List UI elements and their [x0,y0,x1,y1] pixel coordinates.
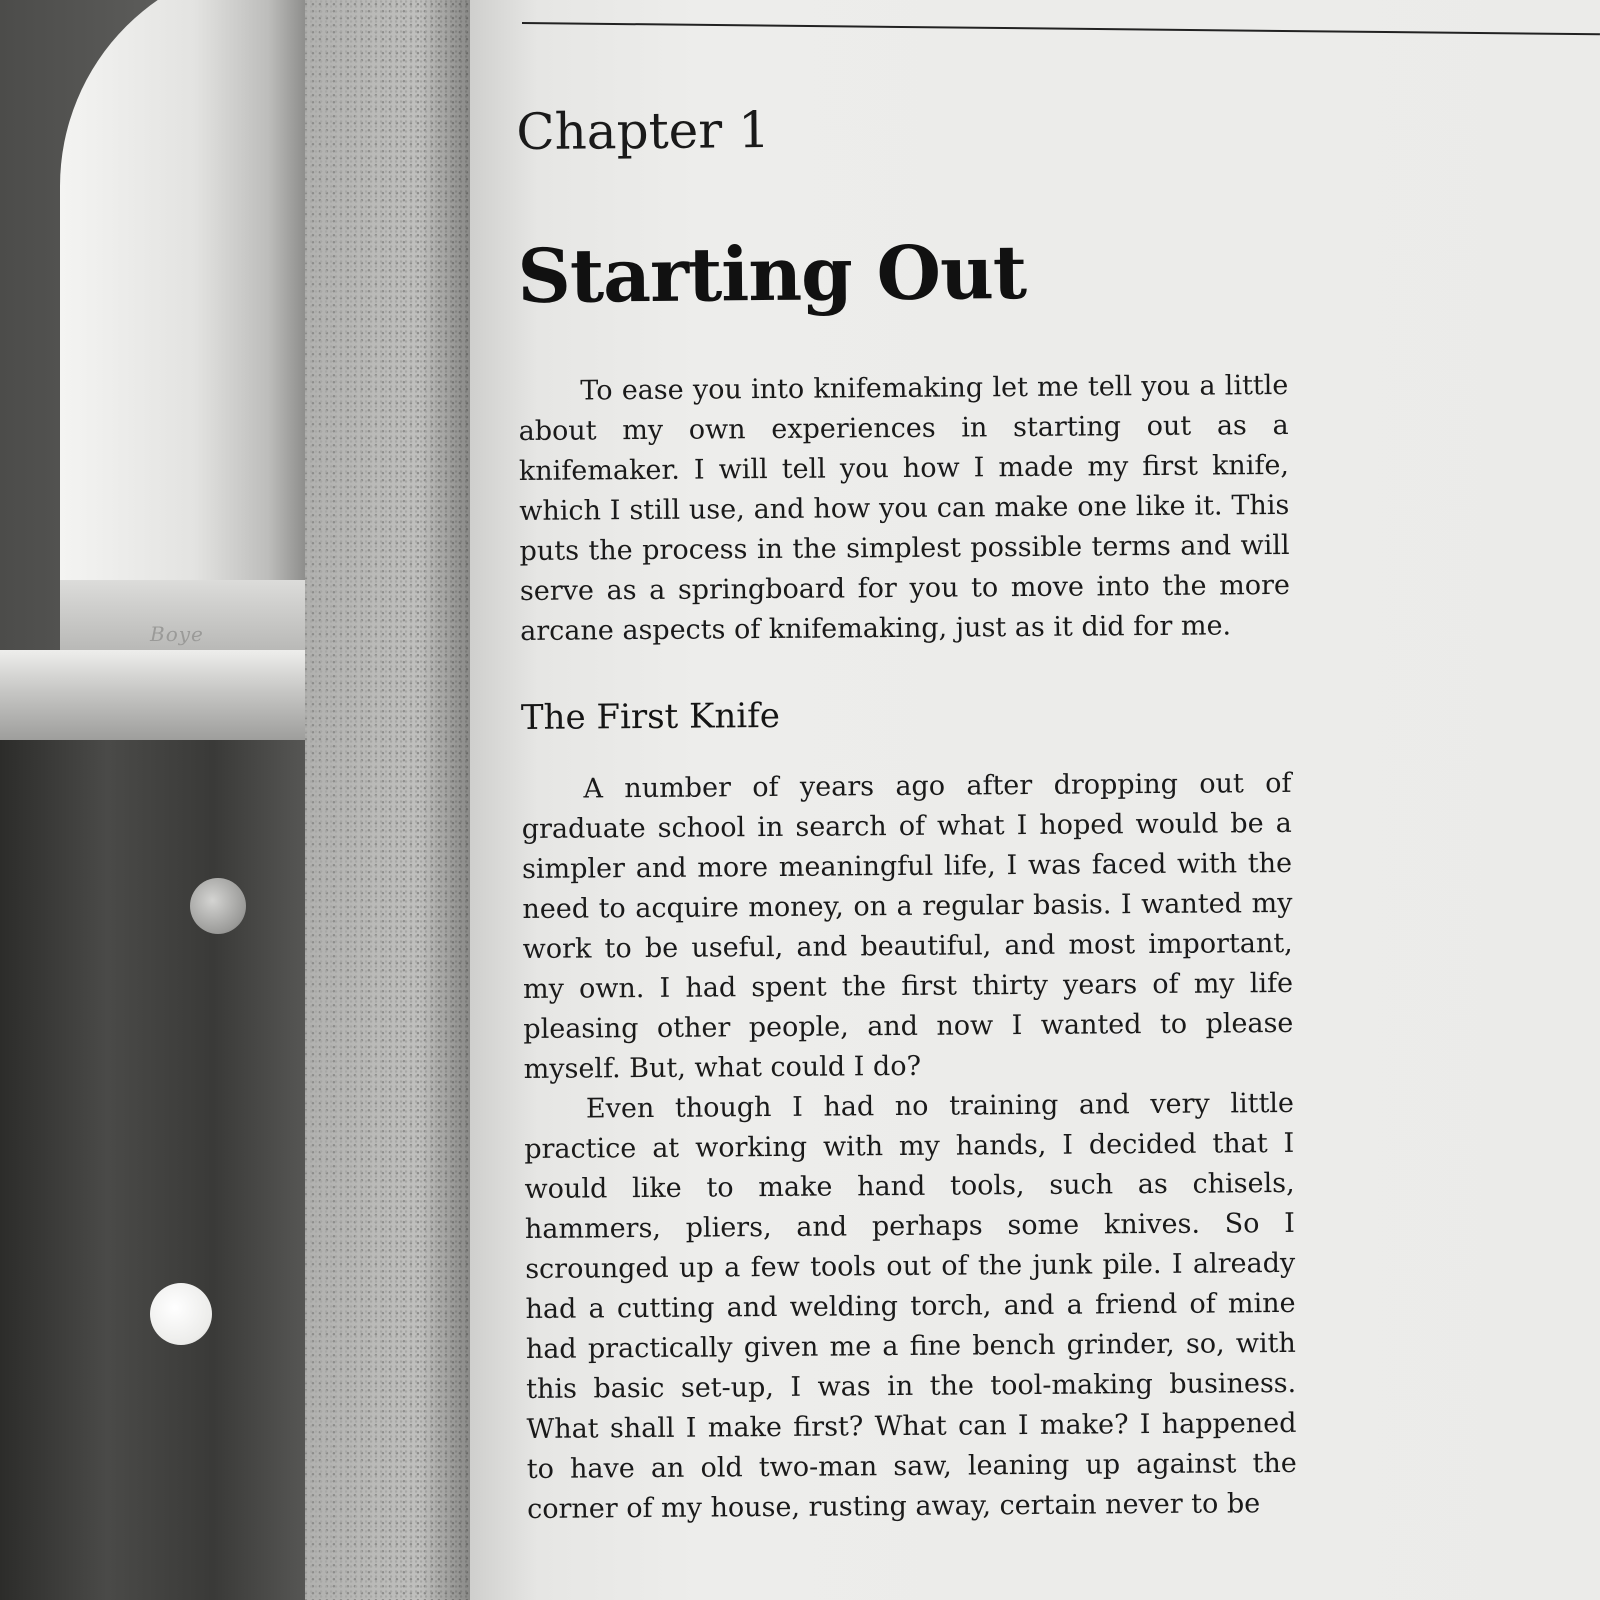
knife-blade [60,0,305,650]
chapter-title: Starting Out [517,230,1027,320]
handle-pin-icon [190,878,246,934]
intro-paragraph: To ease you into knifemaking let me tell you a little about my own experiences in starting out as a knifemaker. I will tell you how I made my first knife, which I still use, and how you can make one like it. This puts the process in the simplest possible terms and will serve as a springboard for you to move into the more arcane aspects of knifemaking, just as it did for me. [518,369,1291,647]
body-paragraph: Even though I had no training and very little practice at working with my hands, I decided that I would like to make hand tools, such as chisels, hammers, pliers, and perhaps some knives. So I scrounged up a few tools out of the junk pile. I already had a cutting and welding torch, and a friend of mine had practically given me a fine bench grinder, so, with this basic set-up, I was in the tool-making business. What shall I make first? What can I make? I happened to have an old two-man saw, leaning up against the corner of my house, rusting away, certain never to be [524,1087,1297,1525]
section-heading: The First Knife [520,695,781,738]
knife-handle [0,740,305,1600]
knife-guard [0,650,305,740]
handle-pin-icon [150,1283,212,1345]
body-paragraph: A number of years ago after dropping out of graduate school in search of what I hoped would be a simpler and more meaningful life, I was faced with the need to acquire money, on a regular basis. I wanted my work to be useful, and beautiful, and most important, my own. I had spent the first thirty years of my life pleasing other people, and now I wanted to please myself. But, what could I do? [521,767,1294,1085]
maker-mark: Boye [150,622,204,646]
facing-page-photo [0,0,470,1600]
page-content [516,86,1327,1530]
chapter-label: Chapter 1 [516,101,771,161]
spine-shadow [420,0,470,1600]
